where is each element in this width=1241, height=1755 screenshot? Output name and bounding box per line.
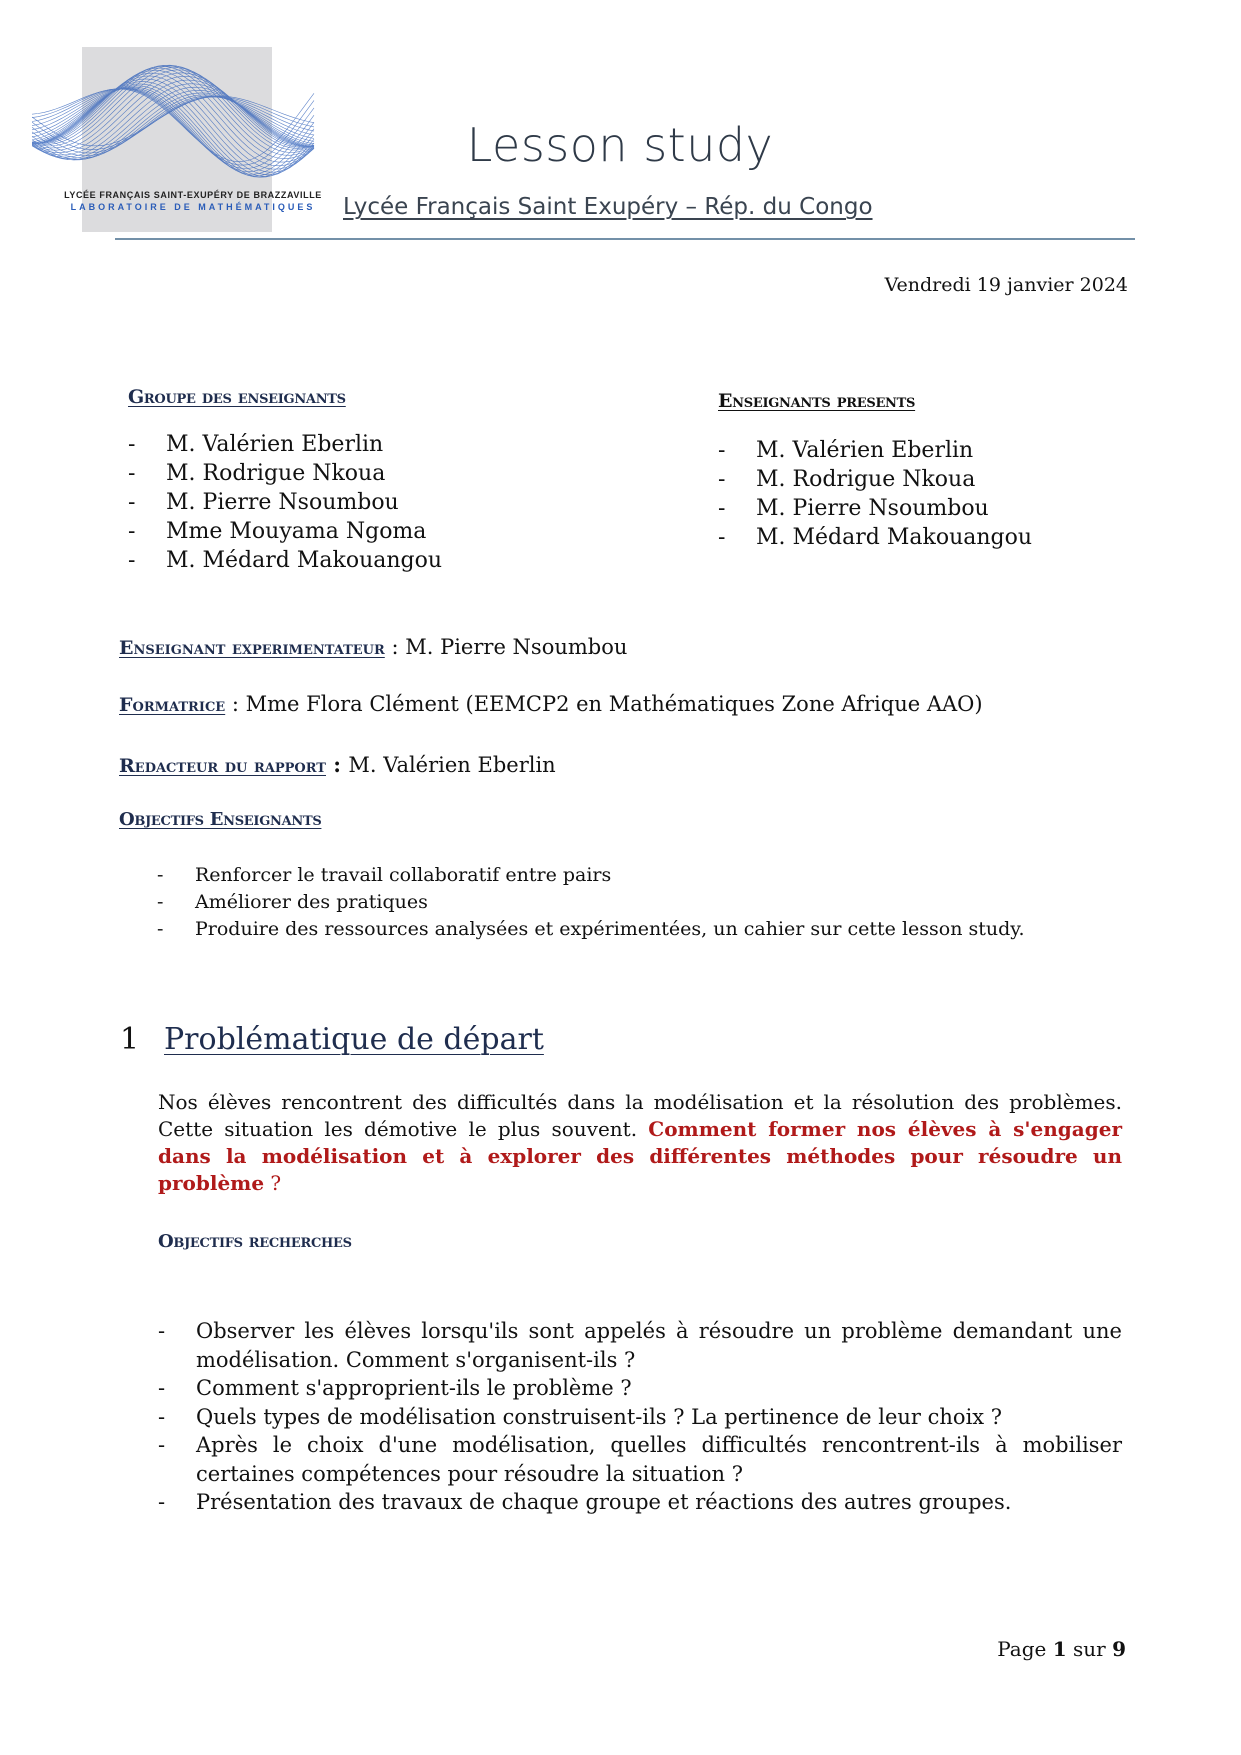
role-redacteur (119, 752, 556, 777)
research-question: Comment former nos élèves à s'engager dans la modélisation et à explorer des différentes méthodes pour résoudre un problème (158, 1117, 1122, 1195)
list-item: - M. Rodrigue Nkoua (128, 459, 442, 488)
list-item: - Observer les élèves lorsqu'ils sont appelés à résoudre un problème demandant une modélisation. Comment s'organisent-ils ? (158, 1317, 1122, 1374)
role-formatrice (119, 692, 983, 716)
role-label: Formatrice (119, 694, 226, 716)
presents-section (718, 390, 1032, 552)
objectifs-recherches-list (158, 1317, 1122, 1517)
wave-line (32, 76, 314, 169)
question-mark: ? (264, 1171, 282, 1195)
list-item: - M. Médard Makouangou (718, 523, 1032, 552)
section-number: 1 (120, 1022, 140, 1057)
groupe-list (128, 430, 442, 575)
list-item: - M. Médard Makouangou (128, 546, 442, 575)
role-value: M. Pierre Nsoumbou (405, 635, 628, 659)
list-item: - Mme Mouyama Ngoma (128, 517, 442, 546)
groupe-section (128, 386, 442, 575)
list-item: - M. Valérien Eberlin (128, 430, 442, 459)
document-date: Vendredi 19 janvier 2024 (884, 274, 1128, 296)
header-divider (115, 238, 1135, 240)
page-number (997, 1637, 1126, 1661)
list-item: - Après le choix d'une modélisation, quelles difficultés rencontrent-ils à mobiliser certaines compétences pour résoudre la situation ? (158, 1431, 1122, 1488)
paragraph-text: Nos élèves rencontrent des difficultés dans la modélisation et la résolution des problèmes. Cette situation les démotive le plus souvent. (158, 1090, 1122, 1141)
role-label: Enseignant experimentateur (119, 637, 385, 659)
list-item: - Comment s'approprient-ils le problème ? (158, 1374, 1122, 1403)
list-item: - Quels types de modélisation construisent-ils ? La pertinence de leur choix ? (158, 1403, 1122, 1432)
current-page: 1 (1052, 1637, 1067, 1661)
page-of-label: sur (1066, 1637, 1113, 1661)
list-item: - Renforcer le travail collaboratif entre pairs (157, 862, 1117, 889)
wave-logo-icon (32, 57, 318, 197)
role-separator: : (384, 635, 406, 659)
objectifs-recherches-section (158, 1231, 352, 1252)
objectifs-enseignants-section (119, 809, 321, 830)
presents-heading: Enseignants presents (718, 390, 916, 412)
presents-list (718, 436, 1032, 552)
list-item: - Présentation des travaux de chaque groupe et réactions des autres groupes. (158, 1488, 1122, 1517)
role-experimentateur (119, 635, 627, 659)
logo-school-name: LYCÉE FRANÇAIS SAINT-EXUPÉRY DE BRAZZAVILLE (64, 190, 322, 200)
list-item: - M. Pierre Nsoumbou (128, 488, 442, 517)
groupe-heading: Groupe des enseignants (128, 386, 346, 408)
role-separator: : (225, 692, 246, 716)
section-heading (120, 1022, 544, 1057)
problematique-paragraph (158, 1089, 1122, 1197)
objectifs-enseignants-heading: Objectifs Enseignants (119, 809, 322, 830)
logo-lab-name: LABORATOIRE DE MATHÉMATIQUES (70, 202, 316, 212)
objectifs-recherches-heading: Objectifs recherches (158, 1231, 352, 1252)
objectifs-enseignants-list (157, 862, 1117, 943)
list-item: - Améliorer des pratiques (157, 889, 1117, 916)
list-item: - M. Rodrigue Nkoua (718, 465, 1032, 494)
document-subtitle: Lycée Français Saint Exupéry – Rép. du Congo (343, 194, 873, 220)
role-value: Mme Flora Clément (EEMCP2 en Mathématiques Zone Afrique AAO) (245, 692, 983, 716)
total-pages: 9 (1112, 1637, 1126, 1661)
list-item: - M. Pierre Nsoumbou (718, 494, 1032, 523)
role-label: Redacteur du rapport (119, 755, 326, 777)
role-separator: : (325, 752, 349, 777)
page-label: Page (997, 1637, 1053, 1661)
role-value: M. Valérien Eberlin (348, 753, 556, 777)
document-title: Lesson study (466, 118, 774, 172)
section-title: Problématique de départ (164, 1022, 544, 1057)
school-logo (32, 47, 322, 232)
list-item: - Produire des ressources analysées et expérimentées, un cahier sur cette lesson study. (157, 916, 1117, 943)
list-item: - M. Valérien Eberlin (718, 436, 1032, 465)
